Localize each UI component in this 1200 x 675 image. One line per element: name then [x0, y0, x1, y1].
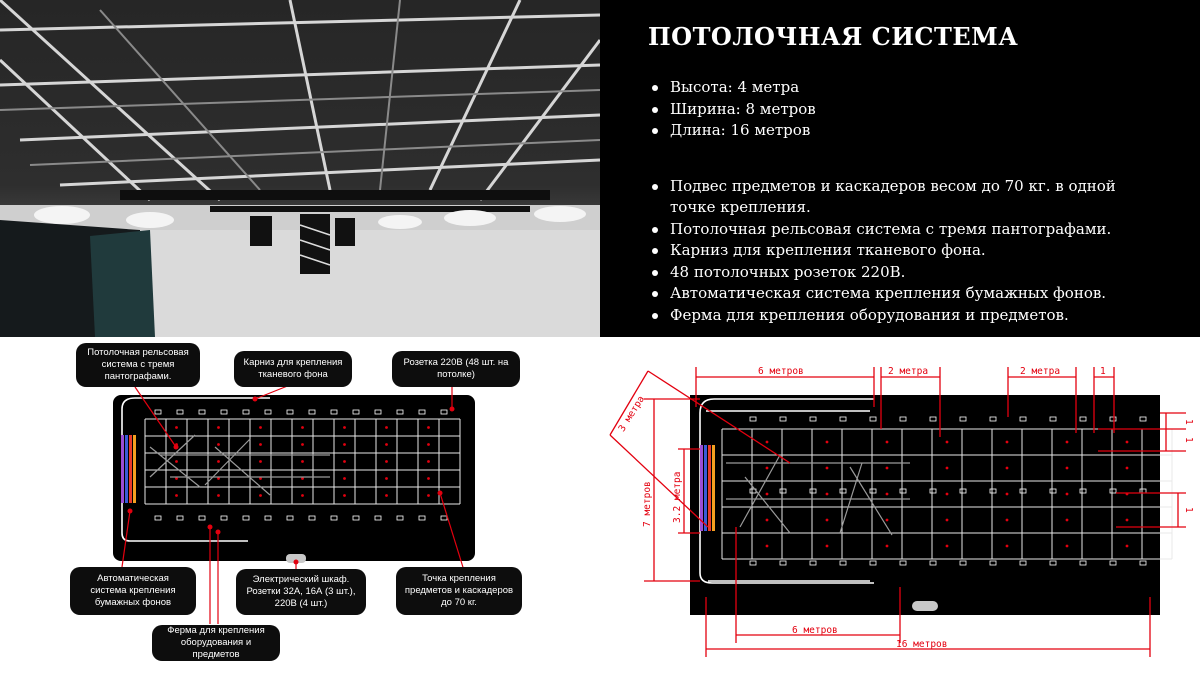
hanging-point-marker: [385, 426, 388, 429]
hanging-point-marker: [217, 460, 220, 463]
dimensioned-ceiling-plan: [600, 337, 1200, 675]
dimension-plan-drawing: [600, 337, 1200, 675]
hanging-point-marker: [175, 460, 178, 463]
dim-top-1m: 1: [1100, 366, 1106, 377]
dim-left-7m: 7 метров: [642, 481, 653, 527]
ceiling-photo-drawing: [0, 0, 600, 337]
hanging-point-marker: [1006, 519, 1009, 522]
hanging-point-marker: [259, 426, 262, 429]
feature-item: Ферма для крепления оборудования и предметов.: [648, 305, 1160, 327]
hanging-point-marker: [1066, 441, 1069, 444]
hanging-point-marker: [385, 443, 388, 446]
info-panel: [600, 0, 1200, 337]
spec-height: Высота: 4 метра: [648, 77, 1160, 99]
dim-top-2m-b: 2 метра: [1020, 366, 1061, 377]
hanging-point-marker: [301, 426, 304, 429]
hanging-point-marker: [886, 441, 889, 444]
hanging-point-marker: [766, 441, 769, 444]
hanging-point-marker: [343, 494, 346, 497]
feature-item: 48 потолочных розеток 220В.: [648, 262, 1160, 284]
hanging-point-marker: [175, 494, 178, 497]
callout-paper-system: Автоматическая система крепления бумажных фонов: [70, 567, 196, 615]
hanging-point-marker: [427, 494, 430, 497]
hanging-point-marker: [1066, 545, 1069, 548]
hanging-point-marker: [301, 494, 304, 497]
hanging-point-marker: [946, 441, 949, 444]
labeled-ceiling-plan: [0, 337, 600, 675]
hanging-point-marker: [766, 519, 769, 522]
dim-bottom-16m: 16 метров: [896, 639, 948, 650]
feature-item: Карниз для крепления тканевого фона.: [648, 240, 1160, 262]
dim-left-3-2m: 3.2 метра: [672, 471, 683, 523]
spec-width: Ширина: 8 метров: [648, 99, 1160, 121]
hanging-point-marker: [427, 443, 430, 446]
hanging-point-marker: [343, 443, 346, 446]
hanging-point-marker: [766, 467, 769, 470]
hanging-point-marker: [343, 460, 346, 463]
hanging-point-marker: [886, 519, 889, 522]
callout-cornice: Карниз для крепления тканевого фона: [234, 351, 352, 387]
callout-sockets: Розетка 220В (48 шт. на потолке): [392, 351, 520, 387]
hanging-point-marker: [343, 426, 346, 429]
hanging-point-marker: [826, 493, 829, 496]
hanging-point-marker: [946, 493, 949, 496]
dim-right-1m-c: 1: [1183, 507, 1194, 513]
labeled-plan-drawing: [0, 337, 600, 675]
feature-item: Автоматическая система крепления бумажных фонов.: [648, 283, 1160, 305]
hanging-point-marker: [175, 426, 178, 429]
dim-right-1m-a: 1: [1183, 419, 1194, 425]
hanging-point-marker: [385, 477, 388, 480]
dim-bottom-6m: 6 метров: [792, 625, 838, 636]
hanging-point-marker: [385, 460, 388, 463]
hanging-point-marker: [826, 545, 829, 548]
hanging-point-marker: [1066, 493, 1069, 496]
hanging-point-marker: [217, 494, 220, 497]
callout-hanging-point: Точка крепления предметов и каскадеров до 70 кг.: [396, 567, 522, 615]
hanging-point-marker: [826, 467, 829, 470]
dim-plan-board: [690, 395, 1160, 615]
callout-electrical-cabinet: Электрический шкаф. Розетки 32А, 16А (3 шт.), 220В (4 шт.): [236, 569, 366, 615]
hanging-point-marker: [826, 441, 829, 444]
hanging-point-marker: [1006, 441, 1009, 444]
hanging-point-marker: [766, 493, 769, 496]
hanging-point-marker: [259, 494, 262, 497]
dim-top-6m: 6 метров: [758, 366, 804, 377]
info-title: ПОТОЛОЧНАЯ СИСТЕМА: [648, 22, 1019, 51]
hanging-point-marker: [1006, 467, 1009, 470]
hanging-point-marker: [385, 494, 388, 497]
hanging-point-marker: [259, 443, 262, 446]
hanging-point-marker: [343, 477, 346, 480]
spec-length: Длина: 16 метров: [648, 120, 1160, 142]
hanging-point-marker: [427, 460, 430, 463]
hanging-point-marker: [886, 467, 889, 470]
feature-item: Подвес предметов и каскадеров весом до 70 кг. в одной точке крепления.: [648, 176, 1160, 219]
hanging-point-marker: [1066, 467, 1069, 470]
hanging-point-marker: [886, 545, 889, 548]
hanging-point-marker: [427, 477, 430, 480]
hanging-point-marker: [946, 467, 949, 470]
hanging-point-marker: [1066, 519, 1069, 522]
hanging-point-marker: [886, 493, 889, 496]
plan-board: [113, 395, 475, 561]
hanging-point-marker: [1006, 545, 1009, 548]
callout-truss: Ферма для крепления оборудования и предметов: [152, 625, 280, 661]
hanging-point-marker: [826, 519, 829, 522]
spec-list: [648, 77, 1160, 142]
hanging-point-marker: [301, 460, 304, 463]
hanging-point-marker: [946, 545, 949, 548]
hanging-point-marker: [301, 443, 304, 446]
hanging-point-marker: [766, 545, 769, 548]
hanging-point-marker: [1006, 493, 1009, 496]
ceiling-photo: [0, 0, 600, 337]
hanging-point-marker: [946, 519, 949, 522]
hanging-point-marker: [1126, 519, 1129, 522]
hanging-point-marker: [427, 426, 430, 429]
dim-right-1m-b: 1: [1183, 437, 1194, 443]
hanging-point-marker: [1126, 467, 1129, 470]
feature-list: [648, 176, 1160, 327]
hanging-point-marker: [217, 426, 220, 429]
dim-top-2m-a: 2 метра: [888, 366, 929, 377]
hanging-point-marker: [1126, 545, 1129, 548]
hanging-point-marker: [1126, 441, 1129, 444]
feature-item: Потолочная рельсовая система с тремя пантографами.: [648, 219, 1160, 241]
dim-diag-3m: 3 метра: [616, 394, 648, 434]
callout-rail-system: Потолочная рельсовая система с тремя пантографами.: [76, 343, 200, 387]
hanging-point-marker: [259, 460, 262, 463]
hanging-point-marker: [217, 443, 220, 446]
